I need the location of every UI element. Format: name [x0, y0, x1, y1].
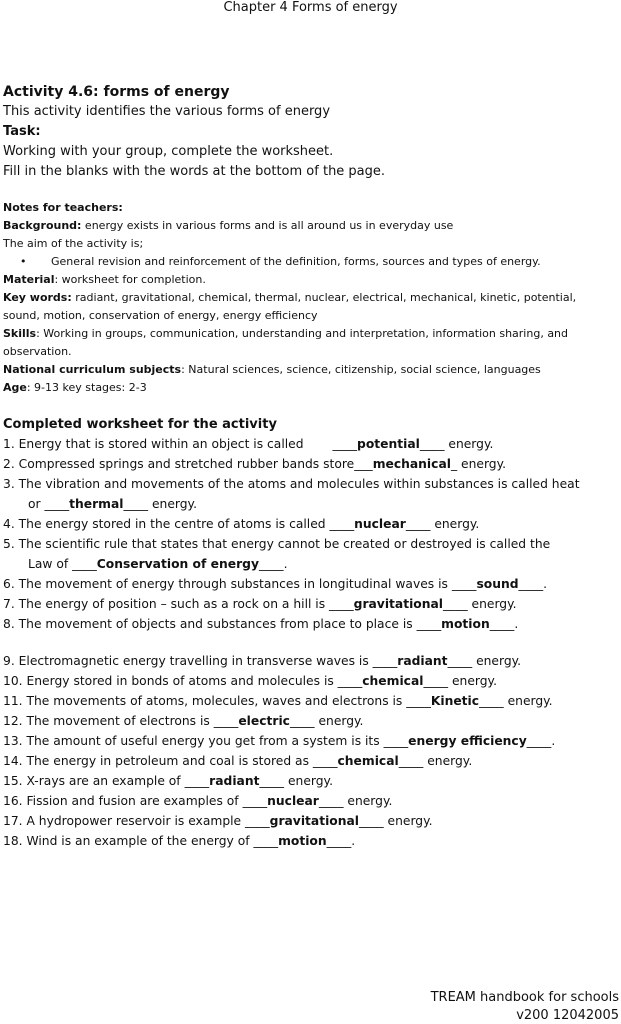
answer-text: nuclear [354, 517, 406, 531]
question-suffix: . [543, 577, 548, 591]
blank: ____ [329, 517, 355, 531]
chapter-header: Chapter 4 Forms of energy [223, 0, 398, 15]
question-12 [3, 714, 363, 728]
question-text: The movements of atoms, molecules, waves and electrons is [26, 694, 407, 708]
background-text: energy exists in various forms and is all around us in everyday use [81, 219, 454, 232]
blank: ____ [526, 734, 552, 748]
question-number: 2. [3, 457, 15, 471]
worksheet-heading: Completed worksheet for the activity [3, 417, 277, 432]
age-text: : 9-13 key stages: 2-3 [26, 381, 147, 394]
blank: ____ [326, 834, 352, 848]
skills-line-2: observation. [3, 345, 72, 358]
blank: ____ [372, 654, 398, 668]
question-11 [3, 694, 553, 708]
question-text: A hydropower reservoir is example [26, 814, 246, 828]
blank: ____ [489, 617, 515, 631]
blank: ____ [398, 754, 424, 768]
blank: ____ [405, 517, 431, 531]
answer-text: radiant [397, 654, 448, 668]
keywords-line-1 [3, 291, 576, 304]
question-text: Compressed springs and stretched rubber bands store [18, 457, 355, 471]
answer-text: gravitational [353, 597, 444, 611]
blank: ____ [337, 674, 363, 688]
question-suffix: energy. [503, 694, 553, 708]
age-line [3, 381, 147, 394]
question-text: The movement of energy through substances in longitudinal waves is [18, 577, 452, 591]
material-text: : worksheet for completion. [54, 273, 206, 286]
curriculum-text: : Natural sciences, science, citizenship, social science, languages [181, 363, 541, 376]
question-number: 14. [3, 754, 23, 768]
question-number: 11. [3, 694, 23, 708]
question-suffix: energy. [148, 497, 197, 511]
blank: ____ [359, 814, 384, 828]
question-number: 10. [3, 674, 23, 688]
answer-text: nuclear [267, 794, 319, 808]
activity-title: Activity 4.6: forms of energy [3, 84, 230, 100]
question-text: Wind is an example of the energy of [26, 834, 254, 848]
question-5 [3, 537, 550, 551]
curriculum-line [3, 363, 541, 376]
question-number: 4. [3, 517, 15, 531]
question-text: The vibration and movements of the atoms and molecules within substances is called heat [18, 477, 580, 491]
answer-text: Conservation of energy [96, 557, 259, 571]
bullet-text: General revision and reinforcement of the definition, forms, sources and types of energy. [51, 255, 541, 268]
answer-text: motion [441, 617, 490, 631]
blank: ____ [329, 597, 354, 611]
question-suffix: energy. [343, 794, 393, 808]
bullet-icon: • [20, 255, 27, 268]
blank: ____ [443, 597, 468, 611]
blank: ____ [44, 497, 70, 511]
question-text: The energy of position – such as a rock on a hill is [18, 597, 330, 611]
question-suffix: energy. [448, 674, 497, 688]
material-line [3, 273, 206, 286]
question-number: 8. [3, 617, 15, 631]
question-number: 6. [3, 577, 15, 591]
blank: ____ [258, 557, 284, 571]
question-text: Fission and fusion are examples of [26, 794, 243, 808]
answer-text: motion [278, 834, 327, 848]
question-number: 18. [3, 834, 23, 848]
blank: ____ [383, 734, 409, 748]
answer-text: gravitational [269, 814, 360, 828]
question-4 [3, 517, 479, 531]
keywords-label: Key words: [3, 291, 72, 304]
question-6 [3, 577, 547, 591]
task-line-1: Working with your group, complete the worksheet. [3, 144, 334, 159]
blank: ____ [416, 617, 442, 631]
question-13 [3, 734, 555, 748]
question-text: The energy stored in the centre of atoms is called [18, 517, 330, 531]
answer-text: sound [476, 577, 519, 591]
answer-text: mechanical [372, 457, 451, 471]
question-text: Electromagnetic energy travelling in transverse waves is [18, 654, 373, 668]
question-18 [3, 834, 355, 848]
question-14 [3, 754, 472, 768]
answer-text: thermal [69, 497, 124, 511]
task-line-2: Fill in the blanks with the words at the bottom of the page. [3, 164, 386, 179]
question-text: The movement of electrons is [26, 714, 214, 728]
blank: ____ [447, 654, 473, 668]
question-text: Energy that is stored within an object is called [18, 437, 308, 451]
background-line [3, 219, 453, 232]
question-16 [3, 794, 392, 808]
question-number: 17. [3, 814, 23, 828]
question-15 [3, 774, 333, 788]
blank: ____ [213, 714, 239, 728]
question-number: 13. [3, 734, 23, 748]
aim-line: The aim of the activity is; [3, 237, 144, 250]
question-suffix: energy. [467, 597, 517, 611]
question-text: Law of [28, 557, 73, 571]
question-number: 3. [3, 477, 15, 491]
keywords-line-2: sound, motion, conservation of energy, energy efficiency [3, 309, 318, 322]
question-17 [3, 814, 433, 828]
question-suffix: . [283, 557, 288, 571]
curriculum-label: National curriculum subjects [3, 363, 182, 376]
task-label: Task: [3, 124, 41, 139]
blank: ____ [312, 754, 338, 768]
question-9 [3, 654, 521, 668]
blank: ____ [332, 437, 358, 451]
question-suffix: energy. [284, 774, 333, 788]
skills-text-1: : Working in groups, communication, understanding and interpretation, information sharing, and [36, 327, 569, 340]
question-3-continued [28, 497, 197, 511]
blank: ____ [242, 794, 268, 808]
question-10 [3, 674, 497, 688]
material-label: Material [3, 273, 55, 286]
background-label: Background: [3, 219, 82, 232]
skills-line-1 [3, 327, 568, 340]
blank: ____ [72, 557, 97, 571]
question-text: The amount of useful energy you get from a system is its [26, 734, 384, 748]
blank: _ [450, 457, 458, 471]
skills-label: Skills [3, 327, 37, 340]
question-2 [3, 457, 506, 471]
activity-intro: This activity identifies the various forms of energy [3, 104, 331, 119]
blank: ____ [479, 694, 504, 708]
question-text: The energy in petroleum and coal is stored as [26, 754, 313, 768]
question-suffix: . [551, 734, 556, 748]
blank: ____ [184, 774, 210, 788]
question-text: The scientific rule that states that energy cannot be created or destroyed is called the [18, 537, 551, 551]
answer-text: electric [238, 714, 290, 728]
blank: ____ [318, 794, 344, 808]
question-number: 1. [3, 437, 15, 451]
blank: ____ [259, 774, 285, 788]
question-suffix: energy. [472, 654, 522, 668]
blank: ____ [123, 497, 149, 511]
blank: ____ [451, 577, 477, 591]
notes-heading: Notes for teachers: [3, 201, 123, 214]
blank: ____ [423, 674, 449, 688]
answer-text: energy efficiency [408, 734, 527, 748]
question-number: 12. [3, 714, 23, 728]
question-text: Energy stored in bonds of atoms and molecules is [26, 674, 338, 688]
footer-handbook: TREAM handbook for schools [430, 990, 619, 1005]
answer-text: radiant [209, 774, 260, 788]
question-suffix: energy. [423, 754, 473, 768]
question-number: 15. [3, 774, 23, 788]
blank: ____ [289, 714, 315, 728]
question-number: 7. [3, 597, 15, 611]
answer-text: Kinetic [430, 694, 480, 708]
question-suffix: energy. [444, 437, 494, 451]
question-suffix: . [514, 617, 519, 631]
answer-text: chemical [337, 754, 399, 768]
question-text: X-rays are an example of [26, 774, 185, 788]
blank: ____ [253, 834, 279, 848]
blank: ___ [354, 457, 373, 471]
question-number: 9. [3, 654, 15, 668]
question-8 [3, 617, 518, 631]
question-1 [3, 437, 493, 451]
question-number: 5. [3, 537, 15, 551]
blank: ____ [406, 694, 431, 708]
question-suffix: energy. [314, 714, 364, 728]
question-suffix: energy. [430, 517, 480, 531]
age-label: Age [3, 381, 27, 394]
question-suffix: energy. [383, 814, 433, 828]
blank: ____ [419, 437, 445, 451]
question-5-continued [28, 557, 287, 571]
question-text: or [28, 497, 45, 511]
bullet-item [20, 255, 541, 268]
question-suffix: energy. [457, 457, 507, 471]
blank: ____ [245, 814, 270, 828]
answer-text: chemical [362, 674, 424, 688]
blank: ____ [518, 577, 544, 591]
question-3 [3, 477, 580, 491]
question-suffix: . [351, 834, 356, 848]
answer-text: potential [357, 437, 420, 451]
question-7 [3, 597, 517, 611]
keywords-text-1: radiant, gravitational, chemical, thermal, nuclear, electrical, mechanical, kinetic, potential, [71, 291, 577, 304]
footer-version: v200 12042005 [516, 1008, 619, 1023]
question-number: 16. [3, 794, 23, 808]
question-text: The movement of objects and substances from place to place is [18, 617, 417, 631]
